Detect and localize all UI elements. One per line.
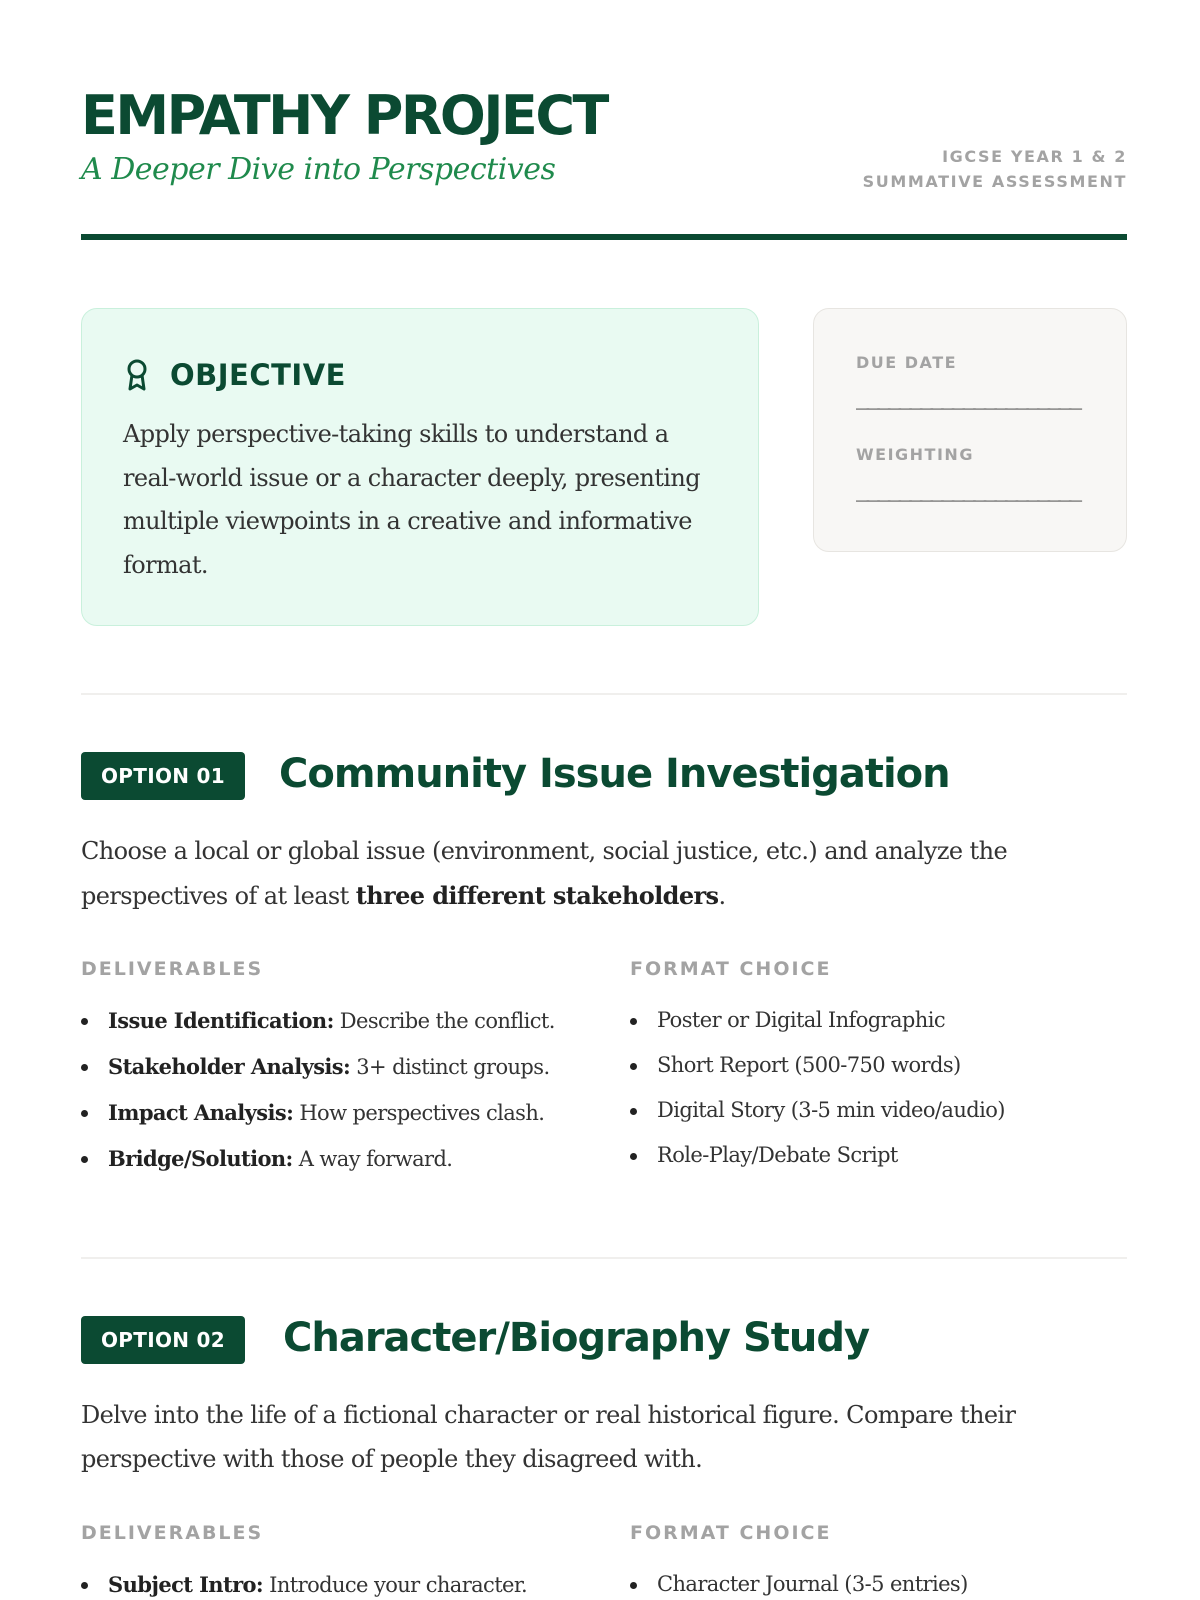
due-date-label: DUE DATE [856,353,958,372]
option-title: Community Issue Investigation [279,751,950,797]
list-item: Short Report (500-750 words) [630,1043,1005,1088]
page-subtitle: A Deeper Dive into Perspectives [81,152,556,187]
list-item: Role-Play/Debate Script [630,1133,1005,1178]
list-item: Issue Identification: Describe the conflict. [81,998,555,1044]
list-item: Character Journal (3-5 entries) [630,1562,968,1600]
list-item: Bridge/Solution: A way forward. [81,1136,555,1182]
course-meta-line: IGCSE YEAR 1 & 2 [942,147,1127,166]
option-title: Character/Biography Study [283,1315,870,1361]
section-divider [81,693,1127,695]
format-choice-list [630,1562,968,1600]
format-choice-label: FORMAT CHOICE [630,958,832,980]
list-item: Digital Story (3-5 min video/audio) [630,1088,1005,1133]
weighting-label: WEIGHTING [856,445,974,464]
list-item: Subject Intro: Introduce your character. [81,1562,527,1600]
page-title: EMPATHY PROJECT [81,84,607,147]
option-description: Choose a local or global issue (environment, social justice, etc.) and analyze the perspectives of at least three different stakeholders. [81,837,1008,910]
header-divider [81,234,1127,240]
option-badge: OPTION 01 [81,752,245,800]
deliverables-list [81,998,555,1182]
option-badge: OPTION 02 [81,1316,245,1364]
format-choice-label: FORMAT CHOICE [630,1522,832,1544]
list-item: Poster or Digital Infographic [630,998,1005,1043]
objective-card [81,308,759,626]
assignment-page [81,0,1127,1600]
weighting-blank: _____________________ [856,477,1080,502]
option-description: Delve into the life of a fictional character or real historical figure. Compare their perspective with those of people they disagreed with. [81,1401,1016,1473]
course-meta [863,144,1127,194]
objective-text: Apply perspective-taking skills to understand a real-world issue or a character deeply, presenting multiple viewpoints in a creative and informative format. [123,420,700,579]
due-date-blank: _____________________ [856,385,1080,410]
objective-heading: OBJECTIVE [170,358,346,392]
format-choice-list [630,998,1005,1178]
section-divider [81,1257,1127,1259]
assessment-meta-line: SUMMATIVE ASSESSMENT [862,172,1127,191]
list-item: Impact Analysis: How perspectives clash. [81,1090,555,1136]
deliverables-label: DELIVERABLES [81,958,264,980]
award-ribbon-icon [124,359,150,391]
due-date-card [813,308,1127,552]
deliverables-list [81,1562,527,1600]
deliverables-label: DELIVERABLES [81,1522,264,1544]
list-item: Stakeholder Analysis: 3+ distinct groups. [81,1044,555,1090]
